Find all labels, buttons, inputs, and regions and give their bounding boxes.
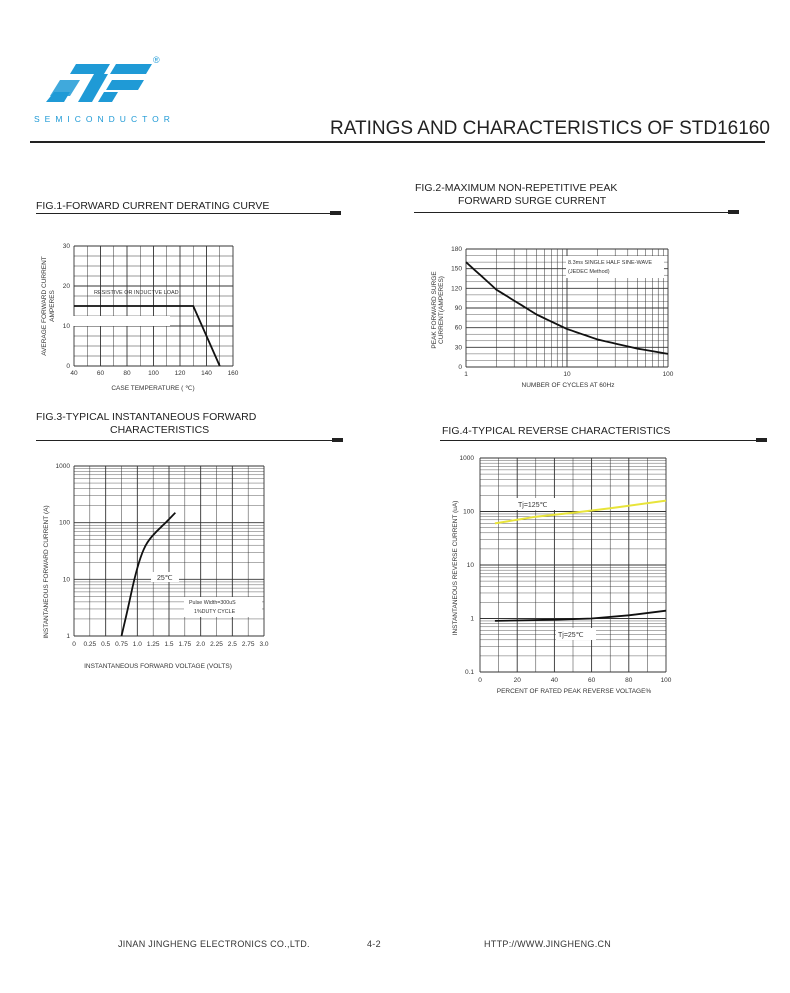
x-tick-label: 20 [513, 677, 521, 684]
registered-mark: ® [153, 55, 160, 65]
x-tick-label: 40 [70, 370, 78, 377]
x-tick-label: 2.0 [196, 641, 206, 648]
fig2-chart [428, 243, 678, 393]
x-tick-label: 40 [550, 677, 559, 684]
x-tick-label: 1.5 [164, 641, 174, 648]
fig1-rule-tab [330, 211, 341, 215]
y-tick-label: 10 [62, 576, 70, 584]
x-tick-label: 3.0 [259, 641, 269, 648]
fig3-title-line1: FIG.3-TYPICAL INSTANTANEOUS FORWARD [36, 411, 257, 423]
fig4-label-125: Tj=125℃ [518, 502, 548, 509]
x-tick-label: 10 [563, 371, 571, 378]
y-tick-label: 90 [454, 305, 462, 312]
x-tick-label: 1.0 [132, 641, 142, 648]
fig1-annotation: RESISTIVE OR INDUCTVE LOAD [94, 290, 179, 296]
y-tick-label: 100 [463, 508, 474, 516]
x-tick-label: 80 [625, 677, 633, 684]
x-tick-label: 0.75 [115, 641, 128, 648]
fig2-ylabel-line1: PEAK FORWARD SURGE [431, 271, 438, 349]
fig3-note-line1: Pulse Width=300uS [189, 600, 236, 606]
fig3-ylabel: INSTANTANEOUS FORWARD CURRENT (A) [43, 505, 50, 639]
fig2-title-line2: FORWARD SURGE CURRENT [458, 195, 607, 207]
y-tick-label: 60 [454, 324, 462, 332]
fig4-xlabel: PERCENT OF RATED PEAK REVERSE VOLTAGE% [496, 688, 652, 695]
brand-tagline: SEMICONDUCTOR [34, 114, 175, 124]
x-tick-label: 160 [227, 370, 239, 377]
fig1-title: FIG.1-FORWARD CURRENT DERATING CURVE [36, 200, 270, 212]
company-logo [40, 62, 160, 110]
fig4-curve-25 [495, 611, 666, 621]
footer-company: JINAN JINGHENG ELECTRONICS CO.,LTD. [118, 939, 310, 949]
x-tick-label: 1.25 [146, 641, 160, 648]
y-tick-label: 1000 [55, 463, 70, 470]
y-tick-label: 10 [62, 323, 70, 330]
y-tick-label: 100 [59, 519, 70, 527]
fig1-chart [30, 236, 250, 398]
y-tick-label: 180 [451, 246, 462, 253]
x-tick-label: 2.25 [210, 641, 223, 648]
x-tick-label: 2.75 [241, 641, 255, 648]
y-tick-label: 20 [62, 283, 70, 290]
document-title: RATINGS AND CHARACTERISTICS OF STD16160 [330, 118, 770, 139]
y-tick-label: 0 [458, 364, 462, 371]
y-tick-label: 1 [66, 633, 70, 640]
fig4-chart [444, 448, 684, 698]
fig3-note-line2: 1%DUTY CYCLE [194, 609, 236, 615]
x-tick-label: 60 [96, 370, 105, 377]
fig3-rule-tab [332, 438, 343, 442]
x-tick-label: 0 [72, 641, 76, 648]
fig4-rule-tab [756, 438, 767, 442]
x-tick-label: 1 [464, 371, 468, 378]
fig4-label-25: Tj=25℃ [558, 632, 584, 639]
fig2-annotation-line1: 8.3ms SINGLE HALF SINE-WAVE [568, 260, 653, 266]
fig3-title-line2: CHARACTERISTICS [110, 424, 210, 436]
x-tick-label: 0.5 [101, 641, 111, 648]
footer-page-number: 4-2 [367, 939, 381, 949]
fig2-xlabel: NUMBER OF CYCLES AT 60Hz [521, 382, 615, 389]
y-tick-label: 30 [62, 243, 70, 250]
x-tick-label: 0 [478, 677, 482, 684]
fig1-rule [36, 213, 332, 214]
fig1-xlabel: CASE TEMPERATURE ( ℃) [111, 385, 195, 392]
x-tick-label: 2.5 [227, 641, 237, 648]
y-tick-label: 30 [454, 344, 462, 352]
y-tick-label: 1 [470, 615, 474, 623]
fig3-chart [36, 460, 276, 672]
y-tick-label: 0 [66, 363, 70, 370]
fig4-ylabel: INSTANTANEOUS REVERSE CURRENT (uA) [452, 500, 459, 636]
x-tick-label: 0.25 [83, 641, 97, 648]
fig2-rule-tab [728, 210, 739, 214]
y-tick-label: 120 [451, 285, 462, 293]
fig3-temp-label: 25℃ [157, 575, 173, 582]
x-tick-label: 100 [148, 370, 159, 377]
fig1-ticks [63, 243, 239, 377]
fig3-ticks [56, 463, 269, 648]
y-tick-label: 0.1 [464, 669, 474, 676]
y-tick-label: 10 [466, 562, 474, 569]
y-tick-label: 150 [451, 265, 462, 273]
fig4-ticks [460, 455, 672, 684]
x-tick-label: 1.75 [178, 641, 192, 648]
fig4-title: FIG.4-TYPICAL REVERSE CHARACTERISTICS [442, 425, 671, 437]
fig2-annotation-line2: (JEDEC Method) [568, 269, 610, 275]
x-tick-label: 120 [174, 370, 186, 377]
x-tick-label: 100 [662, 371, 674, 378]
footer-url: HTTP://WWW.JINGHENG.CN [484, 939, 612, 949]
fig2-title-line1: FIG.2-MAXIMUM NON-REPETITIVE PEAK [415, 182, 618, 194]
x-tick-label: 140 [201, 370, 212, 377]
fig2-rule [414, 212, 732, 213]
x-tick-label: 100 [660, 677, 672, 684]
fig1-ylabel-line1: AVERAGE FORWARD CURRENT [41, 256, 48, 356]
fig4-rule [440, 440, 762, 441]
fig3-xlabel: INSTANTANEOUS FORWARD VOLTAGE (VOLTS) [84, 663, 232, 670]
title-divider [30, 141, 765, 143]
x-tick-label: 80 [123, 370, 131, 377]
y-tick-label: 1000 [459, 455, 474, 462]
fig1-ylabel-line2: AMPERES [49, 290, 56, 322]
x-tick-label: 60 [587, 677, 596, 684]
fig3-rule [36, 440, 342, 441]
fig2-ylabel-line2: CURRENT(AMPERES) [438, 276, 445, 344]
